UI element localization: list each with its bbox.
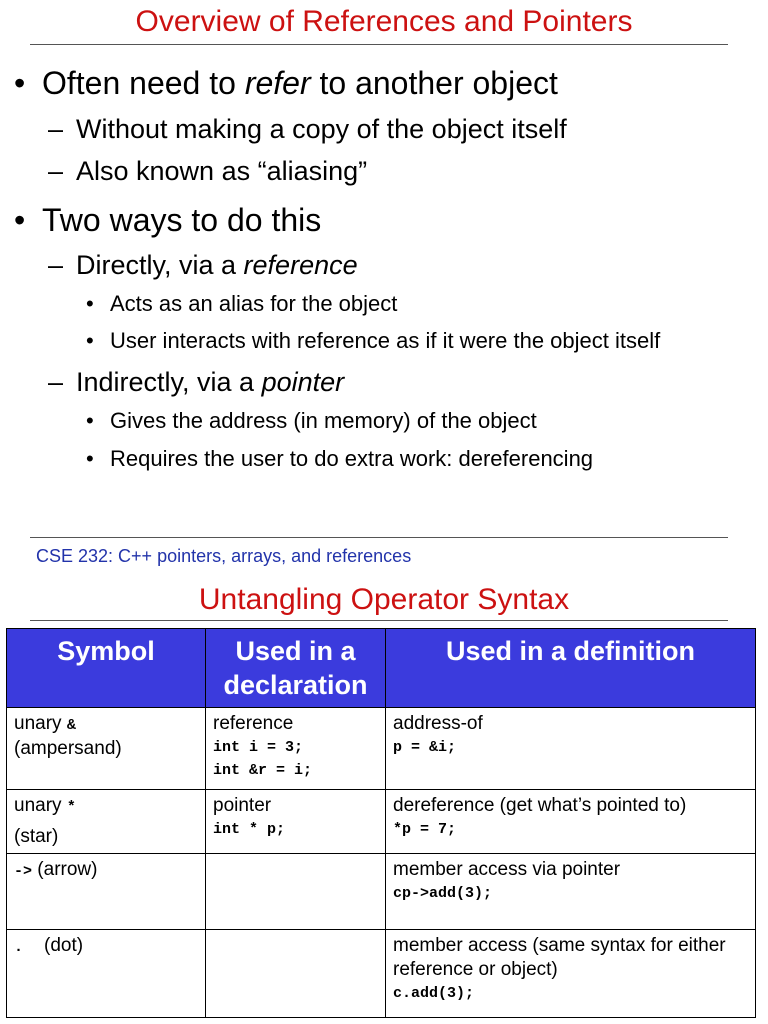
operator-glyph: *: [66, 799, 76, 816]
title-divider: [30, 620, 728, 621]
sub-bullet-reference: – Directly, via a reference: [48, 250, 358, 280]
table-row-ampersand: [7, 708, 756, 790]
dash-icon: –: [48, 367, 64, 397]
subsub-bullet-address: • Gives the address (in memory) of the object: [86, 408, 537, 433]
sub-bullet-aliasing: – Also known as “aliasing”: [48, 156, 368, 186]
subsub-bullet-dereferencing: • Requires the user to do extra work: dereferencing: [86, 446, 594, 471]
operator-glyph: &: [66, 717, 76, 734]
bullet-two-ways: • Two ways to do this: [14, 202, 322, 238]
dash-icon: –: [48, 156, 64, 186]
bullet-refer: • Often need to refer to another object: [14, 65, 558, 101]
bullet-icon: •: [14, 65, 26, 101]
bullet-icon: •: [86, 408, 94, 433]
cell-declaration: pointer int * p;: [206, 790, 386, 854]
cell-symbol: unary & (ampersand): [7, 708, 206, 790]
cell-definition: address-of p = &i;: [386, 708, 756, 790]
cell-declaration: [206, 930, 386, 1018]
bullet-icon: •: [86, 328, 94, 353]
header-symbol: Symbol: [7, 629, 206, 708]
cell-symbol: -> (arrow): [7, 854, 206, 930]
bullet-icon: •: [86, 446, 94, 471]
sub-bullet-pointer: – Indirectly, via a pointer: [48, 367, 345, 397]
title-divider: [30, 44, 728, 45]
table-row-arrow: [7, 854, 756, 930]
cell-declaration: [206, 854, 386, 930]
dash-icon: –: [48, 250, 64, 280]
operator-syntax-table: [6, 628, 756, 1018]
cell-definition: member access (same syntax for either reference or object) c.add(3);: [386, 930, 756, 1018]
cell-symbol: . (dot): [7, 930, 206, 1018]
bullet-icon: •: [86, 291, 94, 316]
header-declaration: Used in a declaration: [206, 629, 386, 708]
slide-title-overview: Overview of References and Pointers: [135, 5, 633, 38]
sub-bullet-no-copy: – Without making a copy of the object itself: [48, 114, 567, 144]
cell-declaration: reference int i = 3; int &r = i;: [206, 708, 386, 790]
table-row-dot: [7, 930, 756, 1018]
subsub-bullet-alias: • Acts as an alias for the object: [86, 291, 398, 316]
cell-definition: dereference (get what’s pointed to) *p = 7;: [386, 790, 756, 854]
cell-symbol: unary * (star): [7, 790, 206, 854]
bullet-icon: •: [14, 202, 26, 238]
subsub-bullet-interacts: • User interacts with reference as if it were the object itself: [86, 328, 661, 353]
table-header-row: [7, 629, 756, 708]
header-definition: Used in a definition: [386, 629, 756, 708]
slide-title-operator-syntax: Untangling Operator Syntax: [198, 583, 570, 616]
dash-icon: –: [48, 114, 64, 144]
cell-definition: member access via pointer cp->add(3);: [386, 854, 756, 930]
footer-divider: [30, 537, 728, 538]
table-row-star: [7, 790, 756, 854]
slide-footer: CSE 232: C++ pointers, arrays, and references: [36, 546, 412, 566]
